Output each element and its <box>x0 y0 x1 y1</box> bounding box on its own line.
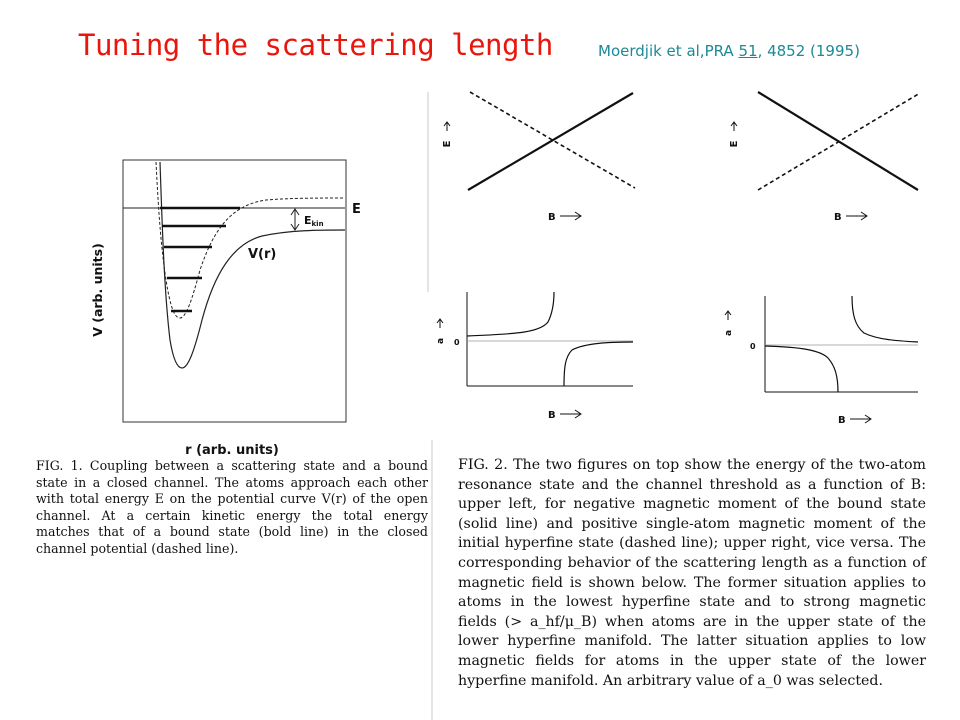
fig1-x-axis-label: r (arb. units) <box>185 443 279 458</box>
fig2-bl-zero-label: 0 <box>454 338 460 347</box>
fig2-left-bound-state-line <box>468 93 633 190</box>
reference-pages-year: , 4852 (1995) <box>757 42 860 60</box>
fig1-open-channel-potential <box>160 162 345 368</box>
fig1-label-Ekin-main: E <box>304 214 312 227</box>
fig2-right-B-label: B <box>834 212 842 223</box>
slide-title: Tuning the scattering length <box>78 28 553 62</box>
fig2-bl-curve-lower <box>564 342 633 386</box>
figure2-caption: FIG. 2. The two figures on top show the energy of the two-atom resonance state and the channel threshold as a function of B: upper left, for negative magnetic moment of the bound state (solid line) and positive single-atom magnetic moment of the initial hyperfine state (dashed line); upper right, vice versa. The corresponding behavior of the scattering length as a function of magnetic field is shown below. The former situation applies to atoms in the lowest hyperfine state and to strong magnetic fields (> a_hf/μ_B) when atoms are in the upper state of the lower hyperfine manifold. The latter situation applies to low magnetic fields for atoms in the upper state of the lower hyperfine manifold. An arbitrary value of a_0 was selected. <box>458 457 926 689</box>
fig2-left-E-label: E <box>442 140 453 148</box>
fig2-br-B-arrow <box>850 415 871 423</box>
fig2-energy-plot-right <box>729 92 920 223</box>
fig2-scattering-plot-left <box>436 292 633 421</box>
fig2-br-curve-lower <box>765 346 838 392</box>
fig2-br-a-label: a <box>724 329 734 337</box>
fig2-right-E-label: E <box>729 140 740 148</box>
fig2-bl-B-arrow <box>560 410 581 418</box>
figure1-plot <box>90 160 361 458</box>
fig2-right-E-arrow <box>731 122 737 131</box>
fig2-energy-plot-left <box>442 92 635 223</box>
reference-authors: Moerdjik et al,PRA <box>598 42 739 60</box>
fig1-label-Ekin-sub: kin <box>311 220 324 228</box>
fig1-label-E: E <box>352 202 361 217</box>
reference-volume-link[interactable]: 51 <box>738 42 758 60</box>
fig1-frame <box>123 160 346 422</box>
fig2-br-a-arrow <box>725 311 731 320</box>
fig2-right-B-arrow <box>846 212 867 220</box>
fig1-label-Vr: V(r) <box>248 247 277 262</box>
fig1-y-axis-label: V (arb. units) <box>90 243 105 337</box>
fig2-left-E-arrow <box>444 122 450 131</box>
fig2-br-curve-upper <box>852 296 918 342</box>
fig2-br-B-label: B <box>838 415 846 426</box>
fig2-bl-curve-upper <box>467 292 554 336</box>
fig2-left-B-label: B <box>548 212 556 223</box>
fig2-scattering-plot-right <box>724 296 918 426</box>
fig2-br-zero-label: 0 <box>750 342 756 351</box>
fig2-bl-B-label: B <box>548 410 556 421</box>
fig2-bl-a-arrow <box>437 319 443 328</box>
fig2-bl-a-label: a <box>436 337 446 345</box>
figure1-caption: FIG. 1. Coupling between a scattering state and a bound state in a closed channel. The atoms approach each other with total energy E on the potential curve V(r) of the open channel. At a certain kinetic energy the total energy matches that of a bound state (bold line) in the closed channel potential (dashed line). <box>36 458 428 556</box>
fig1-label-Ekin <box>304 214 324 228</box>
fig2-left-B-arrow <box>560 212 581 220</box>
